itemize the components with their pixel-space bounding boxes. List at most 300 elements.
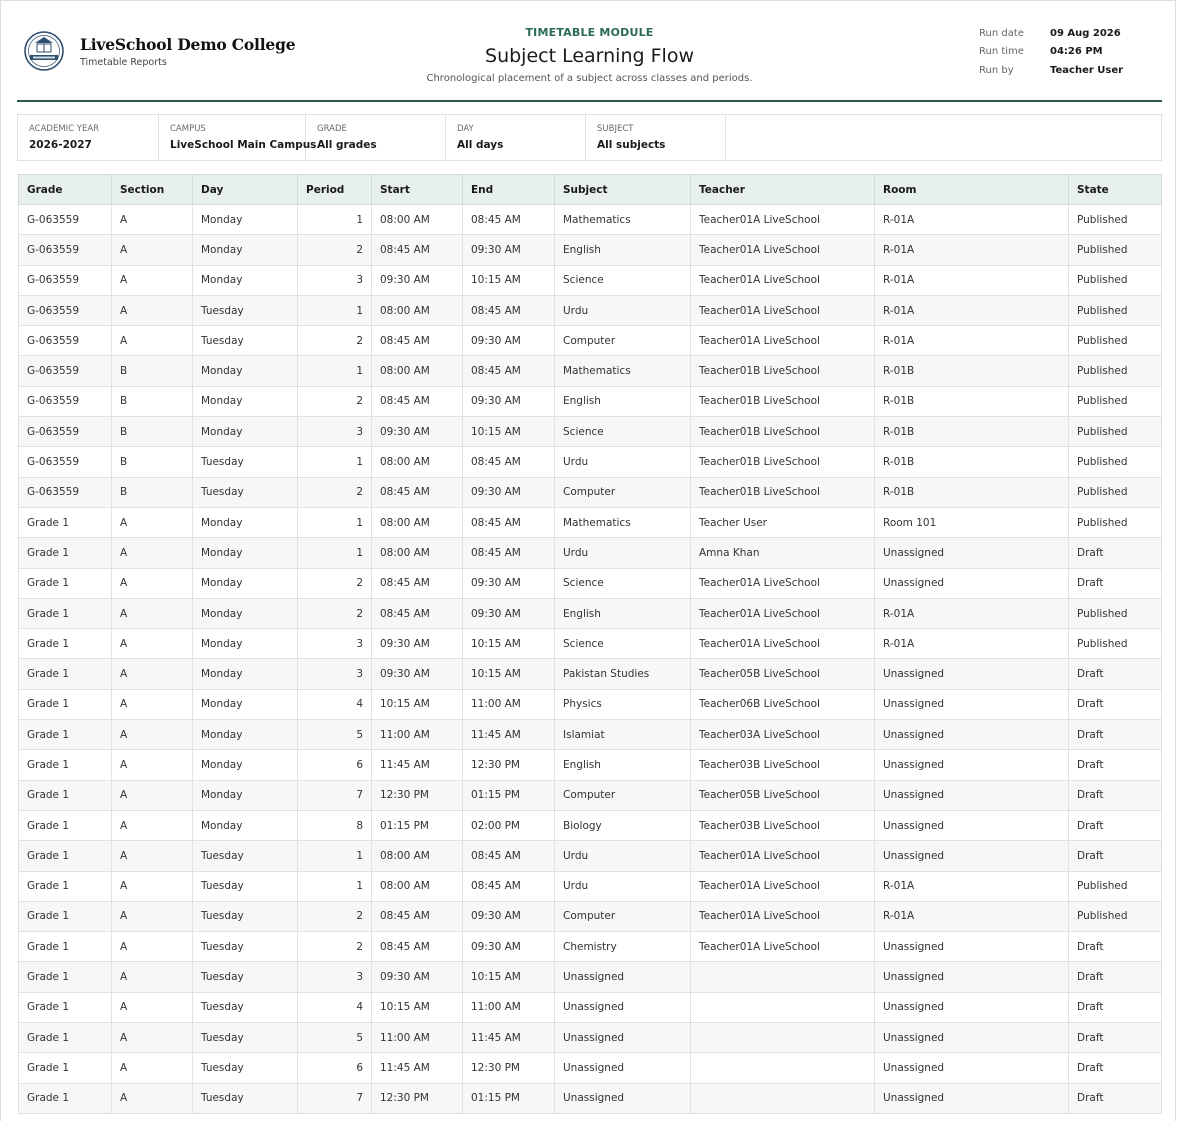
cell-teacher: Teacher01A LiveSchool — [691, 568, 875, 598]
run-date-label: Run date — [979, 28, 1024, 39]
cell-state: Published — [1069, 417, 1162, 447]
cell-start: 11:00 AM — [372, 1023, 463, 1053]
cell-day: Tuesday — [193, 1023, 298, 1053]
cell-period: 1 — [298, 295, 372, 325]
cell-teacher: Teacher05B LiveSchool — [691, 659, 875, 689]
cell-teacher: Teacher01B LiveSchool — [691, 386, 875, 416]
cell-room: Unassigned — [875, 750, 1069, 780]
report-title: Subject Learning Flow — [485, 45, 694, 67]
table-row — [19, 568, 1162, 598]
filter-value: All subjects — [597, 139, 666, 151]
cell-grade: Grade 1 — [19, 841, 112, 871]
filter-subject — [586, 115, 726, 160]
cell-subject: Unassigned — [555, 1083, 691, 1113]
cell-section: A — [112, 235, 193, 265]
cell-period: 2 — [298, 598, 372, 628]
cell-room: Room 101 — [875, 507, 1069, 537]
cell-end: 11:45 AM — [463, 720, 555, 750]
cell-day: Monday — [193, 720, 298, 750]
timetable-table — [18, 174, 1162, 1114]
cell-start: 10:15 AM — [372, 992, 463, 1022]
module-label: TIMETABLE MODULE — [525, 26, 654, 39]
cell-state: Draft — [1069, 538, 1162, 568]
cell-teacher — [691, 992, 875, 1022]
cell-period: 6 — [298, 750, 372, 780]
cell-period: 3 — [298, 659, 372, 689]
cell-room: Unassigned — [875, 568, 1069, 598]
cell-section: A — [112, 871, 193, 901]
cell-grade: Grade 1 — [19, 750, 112, 780]
cell-day: Tuesday — [193, 841, 298, 871]
cell-day: Monday — [193, 417, 298, 447]
cell-teacher: Teacher06B LiveSchool — [691, 689, 875, 719]
cell-grade: G-063559 — [19, 386, 112, 416]
cell-subject: English — [555, 235, 691, 265]
cell-day: Tuesday — [193, 932, 298, 962]
cell-grade: G-063559 — [19, 477, 112, 507]
table-row — [19, 295, 1162, 325]
cell-teacher: Teacher01A LiveSchool — [691, 901, 875, 931]
cell-teacher: Teacher01A LiveSchool — [691, 235, 875, 265]
cell-start: 12:30 PM — [372, 780, 463, 810]
table-body — [19, 205, 1162, 1114]
cell-end: 09:30 AM — [463, 477, 555, 507]
filter-value: 2026-2027 — [29, 139, 92, 151]
cell-day: Monday — [193, 810, 298, 840]
cell-start: 08:45 AM — [372, 235, 463, 265]
table-row — [19, 871, 1162, 901]
cell-end: 09:30 AM — [463, 568, 555, 598]
cell-subject: Mathematics — [555, 507, 691, 537]
cell-day: Monday — [193, 538, 298, 568]
cell-teacher: Teacher01A LiveSchool — [691, 629, 875, 659]
cell-subject: Science — [555, 629, 691, 659]
run-time-label: Run time — [979, 46, 1024, 57]
column-header-room: Room — [875, 175, 1069, 205]
cell-subject: Unassigned — [555, 962, 691, 992]
cell-period: 3 — [298, 629, 372, 659]
cell-teacher: Teacher01A LiveSchool — [691, 265, 875, 295]
cell-teacher — [691, 1023, 875, 1053]
cell-start: 08:45 AM — [372, 568, 463, 598]
cell-state: Draft — [1069, 689, 1162, 719]
cell-grade: G-063559 — [19, 235, 112, 265]
cell-teacher: Teacher03B LiveSchool — [691, 750, 875, 780]
cell-grade: Grade 1 — [19, 932, 112, 962]
cell-subject: Physics — [555, 689, 691, 719]
report-description: Chronological placement of a subject across classes and periods. — [426, 73, 753, 84]
cell-grade: Grade 1 — [19, 689, 112, 719]
cell-day: Tuesday — [193, 1053, 298, 1083]
cell-section: A — [112, 780, 193, 810]
cell-day: Tuesday — [193, 477, 298, 507]
cell-teacher: Teacher User — [691, 507, 875, 537]
cell-section: A — [112, 1053, 193, 1083]
cell-grade: G-063559 — [19, 417, 112, 447]
cell-section: B — [112, 447, 193, 477]
cell-room: Unassigned — [875, 932, 1069, 962]
cell-state: Draft — [1069, 932, 1162, 962]
cell-grade: Grade 1 — [19, 810, 112, 840]
table-row — [19, 265, 1162, 295]
cell-day: Tuesday — [193, 962, 298, 992]
cell-teacher — [691, 1083, 875, 1113]
filter-day — [446, 115, 586, 160]
cell-room: Unassigned — [875, 659, 1069, 689]
cell-start: 08:00 AM — [372, 295, 463, 325]
table-row — [19, 841, 1162, 871]
cell-end: 10:15 AM — [463, 417, 555, 447]
cell-state: Draft — [1069, 1083, 1162, 1113]
cell-room: R-01B — [875, 447, 1069, 477]
cell-section: A — [112, 962, 193, 992]
cell-room: R-01A — [875, 265, 1069, 295]
cell-subject: Mathematics — [555, 356, 691, 386]
report-header — [17, 1, 1162, 102]
cell-room: R-01A — [875, 901, 1069, 931]
cell-state: Published — [1069, 598, 1162, 628]
cell-start: 08:45 AM — [372, 932, 463, 962]
table-row — [19, 386, 1162, 416]
table-row — [19, 1083, 1162, 1113]
table-row — [19, 235, 1162, 265]
cell-start: 08:00 AM — [372, 447, 463, 477]
table-row — [19, 538, 1162, 568]
column-header-period: Period — [298, 175, 372, 205]
table-row — [19, 932, 1162, 962]
cell-grade: Grade 1 — [19, 598, 112, 628]
cell-grade: Grade 1 — [19, 780, 112, 810]
cell-state: Published — [1069, 871, 1162, 901]
cell-state: Draft — [1069, 568, 1162, 598]
table-row — [19, 507, 1162, 537]
filter-label: ACADEMIC YEAR — [29, 124, 100, 134]
filter-grade — [306, 115, 446, 160]
cell-state: Published — [1069, 205, 1162, 235]
cell-period: 2 — [298, 568, 372, 598]
cell-teacher: Teacher01A LiveSchool — [691, 326, 875, 356]
run-by-value: Teacher User — [1050, 65, 1124, 76]
cell-subject: Urdu — [555, 295, 691, 325]
cell-section: A — [112, 932, 193, 962]
cell-end: 08:45 AM — [463, 871, 555, 901]
cell-grade: G-063559 — [19, 205, 112, 235]
cell-teacher — [691, 962, 875, 992]
table-row — [19, 992, 1162, 1022]
cell-period: 7 — [298, 1083, 372, 1113]
cell-state: Draft — [1069, 841, 1162, 871]
cell-grade: G-063559 — [19, 356, 112, 386]
table-row — [19, 205, 1162, 235]
cell-day: Monday — [193, 205, 298, 235]
cell-grade: Grade 1 — [19, 901, 112, 931]
cell-room: Unassigned — [875, 720, 1069, 750]
cell-day: Monday — [193, 265, 298, 295]
filter-campus — [159, 115, 317, 160]
table-row — [19, 417, 1162, 447]
header-row — [19, 175, 1162, 205]
table-row — [19, 962, 1162, 992]
cell-grade: Grade 1 — [19, 659, 112, 689]
column-header-day: Day — [193, 175, 298, 205]
cell-period: 2 — [298, 326, 372, 356]
cell-period: 4 — [298, 689, 372, 719]
cell-state: Published — [1069, 386, 1162, 416]
cell-day: Monday — [193, 386, 298, 416]
filter-summary — [17, 114, 1162, 161]
cell-start: 10:15 AM — [372, 689, 463, 719]
cell-section: A — [112, 810, 193, 840]
cell-room: Unassigned — [875, 780, 1069, 810]
cell-start: 08:00 AM — [372, 871, 463, 901]
cell-period: 5 — [298, 1023, 372, 1053]
cell-room: R-01B — [875, 477, 1069, 507]
cell-period: 2 — [298, 901, 372, 931]
table-row — [19, 598, 1162, 628]
cell-day: Monday — [193, 780, 298, 810]
cell-end: 10:15 AM — [463, 265, 555, 295]
filter-value: All grades — [317, 139, 377, 151]
table-row — [19, 810, 1162, 840]
cell-teacher: Teacher01A LiveSchool — [691, 841, 875, 871]
cell-section: A — [112, 689, 193, 719]
table-row — [19, 659, 1162, 689]
column-header-subject: Subject — [555, 175, 691, 205]
cell-state: Published — [1069, 265, 1162, 295]
cell-section: A — [112, 265, 193, 295]
cell-subject: English — [555, 598, 691, 628]
cell-start: 09:30 AM — [372, 265, 463, 295]
cell-room: R-01B — [875, 386, 1069, 416]
table-row — [19, 447, 1162, 477]
cell-period: 1 — [298, 871, 372, 901]
cell-period: 6 — [298, 1053, 372, 1083]
cell-state: Published — [1069, 477, 1162, 507]
cell-end: 08:45 AM — [463, 295, 555, 325]
table-row — [19, 720, 1162, 750]
cell-room: R-01A — [875, 295, 1069, 325]
cell-day: Tuesday — [193, 447, 298, 477]
cell-end: 01:15 PM — [463, 780, 555, 810]
cell-start: 08:00 AM — [372, 507, 463, 537]
cell-day: Monday — [193, 235, 298, 265]
column-header-grade: Grade — [19, 175, 112, 205]
cell-period: 3 — [298, 962, 372, 992]
table-row — [19, 689, 1162, 719]
cell-grade: Grade 1 — [19, 629, 112, 659]
cell-subject: Computer — [555, 326, 691, 356]
cell-end: 11:45 AM — [463, 1023, 555, 1053]
cell-period: 8 — [298, 810, 372, 840]
cell-end: 12:30 PM — [463, 750, 555, 780]
cell-grade: G-063559 — [19, 326, 112, 356]
cell-period: 3 — [298, 417, 372, 447]
cell-period: 3 — [298, 265, 372, 295]
cell-start: 09:30 AM — [372, 659, 463, 689]
cell-room: R-01A — [875, 629, 1069, 659]
cell-end: 10:15 AM — [463, 962, 555, 992]
cell-teacher: Teacher01A LiveSchool — [691, 932, 875, 962]
cell-room: Unassigned — [875, 962, 1069, 992]
cell-end: 09:30 AM — [463, 932, 555, 962]
cell-room: Unassigned — [875, 841, 1069, 871]
cell-section: A — [112, 720, 193, 750]
cell-start: 08:45 AM — [372, 386, 463, 416]
cell-period: 1 — [298, 356, 372, 386]
cell-section: A — [112, 598, 193, 628]
cell-start: 11:45 AM — [372, 1053, 463, 1083]
cell-subject: Computer — [555, 901, 691, 931]
cell-room: R-01A — [875, 326, 1069, 356]
cell-state: Published — [1069, 629, 1162, 659]
filter-value: LiveSchool Main Campus — [170, 139, 317, 151]
cell-section: A — [112, 205, 193, 235]
cell-end: 12:30 PM — [463, 1053, 555, 1083]
cell-grade: Grade 1 — [19, 1023, 112, 1053]
cell-teacher: Teacher01B LiveSchool — [691, 477, 875, 507]
cell-state: Draft — [1069, 1023, 1162, 1053]
cell-period: 1 — [298, 205, 372, 235]
filter-label: DAY — [457, 124, 474, 134]
cell-start: 08:45 AM — [372, 326, 463, 356]
filter-label: CAMPUS — [170, 124, 206, 134]
cell-subject: Science — [555, 265, 691, 295]
cell-period: 2 — [298, 932, 372, 962]
cell-subject: Islamiat — [555, 720, 691, 750]
cell-subject: Urdu — [555, 871, 691, 901]
cell-section: A — [112, 538, 193, 568]
cell-room: Unassigned — [875, 810, 1069, 840]
cell-end: 09:30 AM — [463, 598, 555, 628]
column-header-state: State — [1069, 175, 1162, 205]
cell-room: R-01B — [875, 417, 1069, 447]
cell-end: 02:00 PM — [463, 810, 555, 840]
cell-start: 09:30 AM — [372, 417, 463, 447]
filter-label: GRADE — [317, 124, 347, 134]
cell-teacher — [691, 1053, 875, 1083]
cell-subject: Computer — [555, 477, 691, 507]
cell-subject: English — [555, 386, 691, 416]
cell-section: B — [112, 386, 193, 416]
cell-start: 12:30 PM — [372, 1083, 463, 1113]
cell-state: Draft — [1069, 992, 1162, 1022]
cell-state: Draft — [1069, 659, 1162, 689]
cell-end: 09:30 AM — [463, 326, 555, 356]
cell-section: B — [112, 477, 193, 507]
cell-room: R-01A — [875, 235, 1069, 265]
cell-start: 09:30 AM — [372, 962, 463, 992]
cell-subject: Urdu — [555, 538, 691, 568]
cell-subject: Unassigned — [555, 1053, 691, 1083]
cell-state: Draft — [1069, 1053, 1162, 1083]
cell-end: 09:30 AM — [463, 386, 555, 416]
report-category: Timetable Reports — [80, 57, 167, 68]
cell-subject: Computer — [555, 780, 691, 810]
cell-start: 08:00 AM — [372, 356, 463, 386]
cell-room: Unassigned — [875, 538, 1069, 568]
cell-state: Draft — [1069, 962, 1162, 992]
cell-start: 08:00 AM — [372, 205, 463, 235]
cell-room: Unassigned — [875, 992, 1069, 1022]
cell-state: Published — [1069, 447, 1162, 477]
table-row — [19, 356, 1162, 386]
cell-start: 08:45 AM — [372, 598, 463, 628]
filter-academic-year — [18, 115, 159, 160]
cell-grade: G-063559 — [19, 265, 112, 295]
cell-state: Published — [1069, 901, 1162, 931]
run-by-label: Run by — [979, 65, 1014, 76]
cell-state: Draft — [1069, 750, 1162, 780]
cell-grade: Grade 1 — [19, 720, 112, 750]
cell-room: Unassigned — [875, 1053, 1069, 1083]
table-row — [19, 477, 1162, 507]
cell-state: Draft — [1069, 810, 1162, 840]
cell-end: 09:30 AM — [463, 901, 555, 931]
table-row — [19, 780, 1162, 810]
cell-state: Published — [1069, 507, 1162, 537]
cell-period: 1 — [298, 507, 372, 537]
column-header-teacher: Teacher — [691, 175, 875, 205]
cell-start: 01:15 PM — [372, 810, 463, 840]
cell-period: 1 — [298, 841, 372, 871]
cell-subject: Science — [555, 568, 691, 598]
cell-end: 08:45 AM — [463, 447, 555, 477]
filter-value: All days — [457, 139, 504, 151]
cell-section: A — [112, 659, 193, 689]
cell-start: 08:45 AM — [372, 901, 463, 931]
cell-section: A — [112, 1083, 193, 1113]
cell-subject: Science — [555, 417, 691, 447]
cell-grade: Grade 1 — [19, 992, 112, 1022]
cell-room: R-01A — [875, 871, 1069, 901]
table-row — [19, 1053, 1162, 1083]
cell-subject: Urdu — [555, 447, 691, 477]
cell-period: 5 — [298, 720, 372, 750]
cell-teacher: Teacher03A LiveSchool — [691, 720, 875, 750]
cell-period: 4 — [298, 992, 372, 1022]
cell-day: Tuesday — [193, 295, 298, 325]
cell-end: 11:00 AM — [463, 689, 555, 719]
table-row — [19, 901, 1162, 931]
cell-period: 7 — [298, 780, 372, 810]
cell-period: 2 — [298, 477, 372, 507]
college-name: LiveSchool Demo College — [80, 35, 296, 54]
cell-section: A — [112, 295, 193, 325]
table-row — [19, 629, 1162, 659]
cell-day: Monday — [193, 598, 298, 628]
cell-state: Published — [1069, 235, 1162, 265]
cell-state: Published — [1069, 326, 1162, 356]
cell-start: 08:00 AM — [372, 841, 463, 871]
cell-room: R-01B — [875, 356, 1069, 386]
cell-state: Draft — [1069, 720, 1162, 750]
cell-subject: Unassigned — [555, 992, 691, 1022]
cell-day: Monday — [193, 750, 298, 780]
cell-end: 08:45 AM — [463, 538, 555, 568]
cell-section: A — [112, 326, 193, 356]
cell-day: Monday — [193, 507, 298, 537]
cell-section: A — [112, 568, 193, 598]
table-row — [19, 1023, 1162, 1053]
cell-grade: Grade 1 — [19, 871, 112, 901]
cell-section: A — [112, 1023, 193, 1053]
cell-day: Tuesday — [193, 326, 298, 356]
cell-section: A — [112, 750, 193, 780]
cell-day: Tuesday — [193, 901, 298, 931]
cell-teacher: Teacher01A LiveSchool — [691, 205, 875, 235]
cell-day: Monday — [193, 629, 298, 659]
cell-day: Monday — [193, 659, 298, 689]
